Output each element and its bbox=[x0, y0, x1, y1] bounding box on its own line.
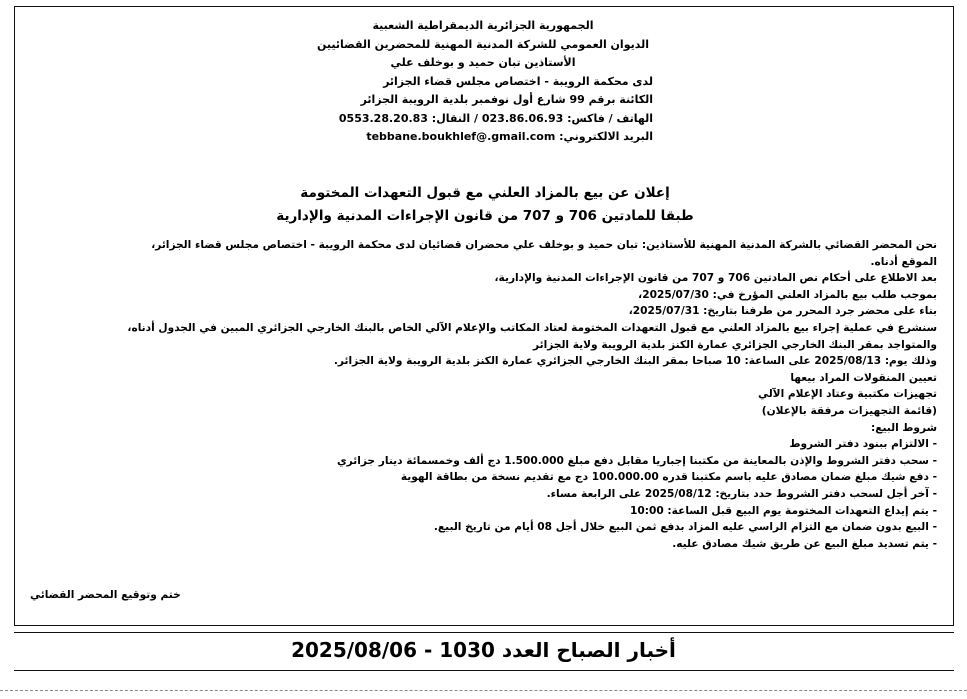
body-line: نحن المحضر القضائي بالشركة المدنية المهنية للأستاذين: تبان حميد و بوخلف علي محضران قضائيان لدى محكمة الرويبة - اختصاص مجلس قضاء الجزائر، bbox=[151, 239, 937, 251]
body-line: - الالتزام ببنود دفتر الشروط bbox=[789, 438, 937, 451]
title-line-1: إعلان عن بيع بالمزاد العلني مع قبول التعهدات المختومة bbox=[300, 185, 670, 201]
body-line: الموقع أدناه. bbox=[870, 255, 937, 268]
body-line: بناء على محضر جرد المحرر من طرفنا بتاريخ: 2025/07/31، bbox=[628, 305, 937, 318]
footer-divider-bottom bbox=[14, 670, 954, 671]
body-line: - دفع شيك مبلغ ضمان مصادق عليه باسم مكتبنا قدره 100.000.00 دج مع تقديم نسخة من بطاقة الهوية bbox=[400, 471, 937, 484]
body-line: - سحب دفتر الشروط والإذن بالمعاينة من مكتبنا إجباريا مقابل دفع مبلغ 1.500.000 دج ألف وخمسمائة دينار جزائري bbox=[336, 454, 937, 467]
body-line: - آخر أجل لسحب دفتر الشروط حدد بتاريخ: 2025/08/12 على الرابعة مساء. bbox=[546, 487, 937, 500]
header-line-republic: الجمهورية الجزائرية الديمقراطية الشعبية bbox=[372, 19, 594, 32]
body-line: تعيين المنقولات المراد بيعها bbox=[790, 371, 937, 384]
body-line: شروط البيع: bbox=[870, 421, 937, 434]
newspaper-footer: أخبار الصباح العدد 1030 - 2025/08/06 bbox=[291, 638, 676, 662]
header-line-bailiffs: الأستاذين تبان حميد و بوخلف علي bbox=[390, 56, 576, 69]
body-line: - يتم إيداع التعهدات المختومة يوم البيع قبل الساعة: 10:00 bbox=[630, 504, 937, 517]
announcement-body bbox=[27, 237, 937, 552]
office-header bbox=[313, 17, 653, 147]
announcement-title bbox=[15, 182, 955, 228]
header-line-address: الكائنة برقم 99 شارع أول نوفمبر بلدية الرويبة الجزائر bbox=[360, 93, 653, 106]
header-line-phone: الهاتف / فاكس: 023.86.06.93 / النقال: 0553.28.20.83 bbox=[338, 111, 653, 125]
header-line-court: لدى محكمة الرويبة - اختصاص مجلس قضاء الجزائر bbox=[383, 74, 653, 88]
title-line-2: طبقا للمادتين 706 و 707 من قانون الإجراءات المدنية والإدارية bbox=[276, 208, 694, 224]
body-line: والمتواجد بمقر البنك الخارجي الجزائري عمارة الكنز بلدية الرويبة ولاية الجزائر bbox=[533, 338, 937, 351]
body-line: سنشرع في عملية إجراء بيع بالمزاد العلني مع قبول التعهدات المختومة لعتاد المكاتب والإعلام الآلي الخاص بالبنك الخارجي الجزائري المبين في الجدول أدناه، bbox=[127, 321, 937, 334]
body-line: (قائمة التجهيزات مرفقة بالإعلان) bbox=[761, 404, 937, 417]
body-line: تجهيزات مكتبية وعتاد الإعلام الآلي bbox=[757, 388, 937, 401]
body-line: - البيع بدون ضمان مع التزام الراسي عليه المزاد بدفع ثمن البيع خلال أجل 08 أيام من تاريخ البيع. bbox=[433, 521, 937, 534]
body-line: - يتم تسديد مبلغ البيع عن طريق شيك مصادق عليه. bbox=[672, 537, 937, 550]
footer-divider-top bbox=[14, 632, 954, 633]
body-line: بعد الاطلاع على أحكام نص المادتين 706 و 707 من قانون الإجراءات المدنية والإدارية، bbox=[494, 272, 937, 285]
body-line: وذلك يوم: 2025/08/13 على الساعة: 10 صباحا بمقر البنك الخارجي الجزائري عمارة الكنز بلدية الرويبة ولاية الجزائر. bbox=[333, 355, 937, 368]
body-line: بموجب طلب بيع بالمزاد العلني المؤرخ في: 2025/07/30، bbox=[638, 288, 937, 301]
header-line-office: الديوان العمومي للشركة المدنية المهنية للمحضرين القضائيين bbox=[316, 37, 649, 51]
header-line-email: البريد الالكتروني: tebbane.boukhlef@.gmail.com bbox=[366, 130, 653, 143]
signature-label: ختم وتوقيع المحضر القضائي bbox=[30, 589, 181, 601]
page-edge bbox=[0, 690, 967, 691]
announcement-frame bbox=[14, 6, 954, 626]
